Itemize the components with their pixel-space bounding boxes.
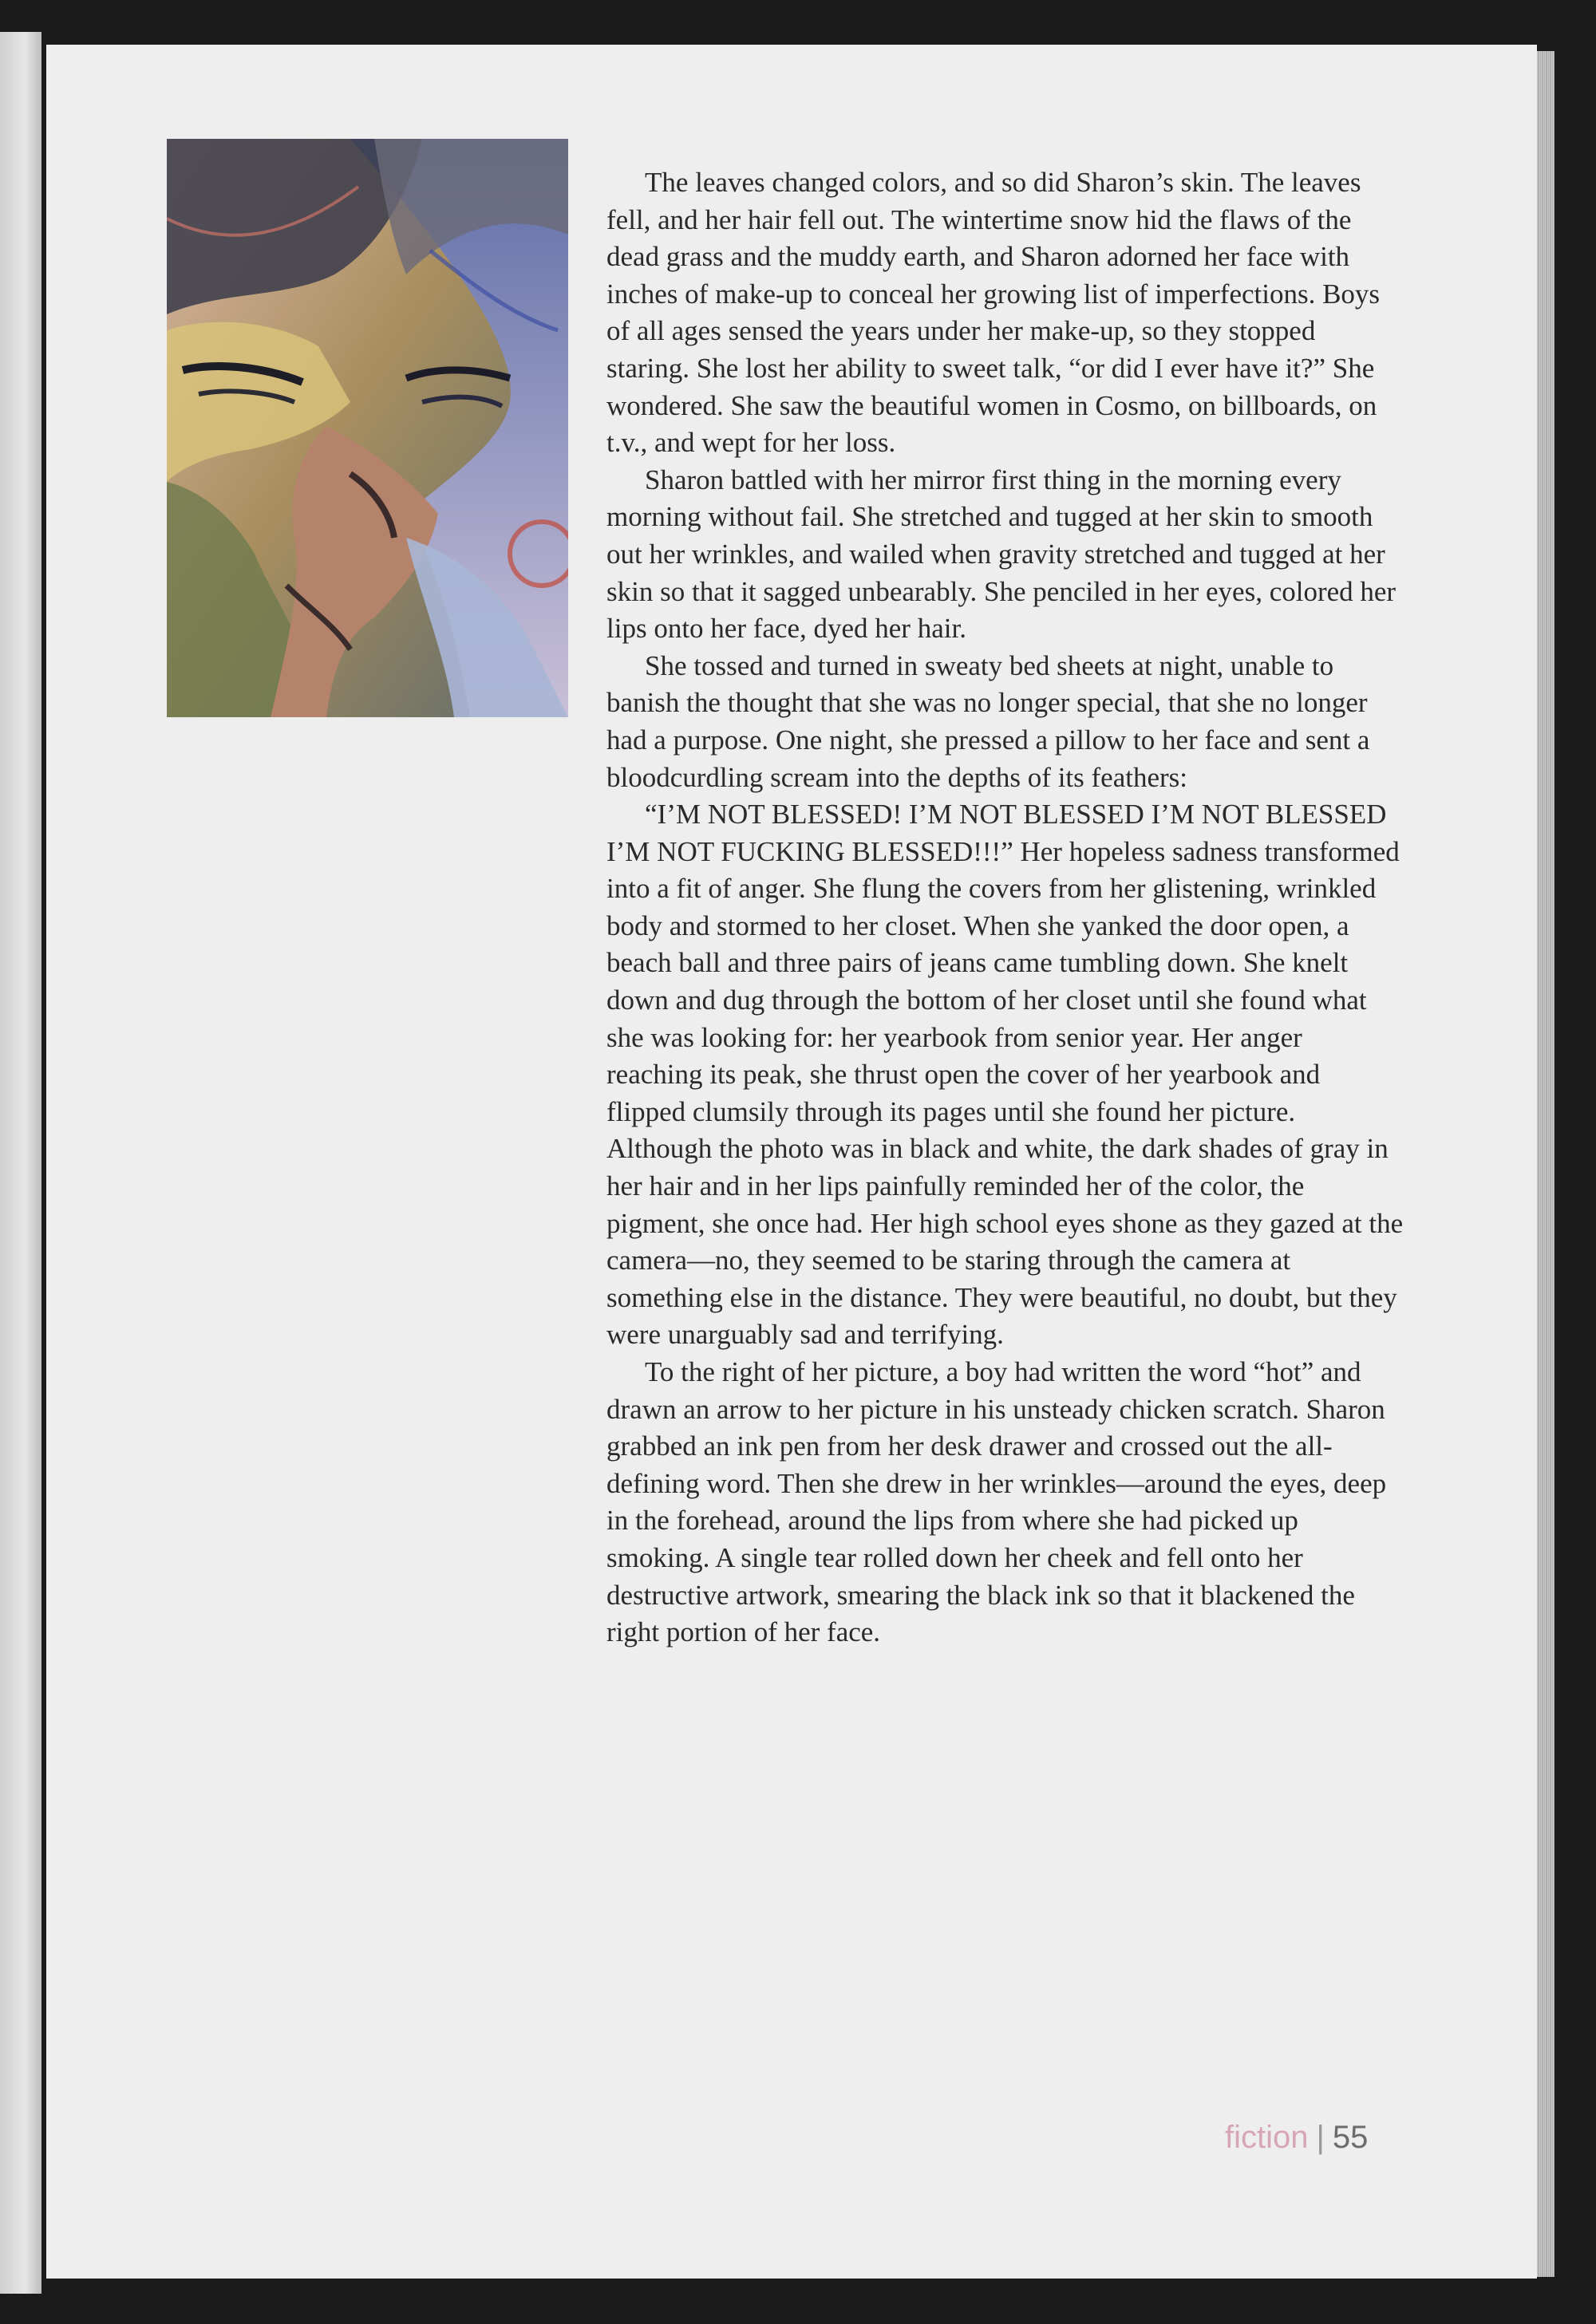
story-paragraph: “I’M NOT BLESSED! I’M NOT BLESSED I’M NOT BLESSED I’M NOT FUCKING BLESSED!!!” Her hopeless sadness transformed into a fit of anger. She flung the covers from her glistening, wrinkled body and stormed to her closet. When she yanked the door open, a beach ball and three pairs of jeans came tumbling down. She knelt down and dug through the bottom of her closet until she found what she was looking for: her yearbook from senior year. Her anger reaching its peak, she thrust open the cover of her yearbook and flipped clumsily through its pages until she found her picture. Although the photo was in black and white, the dark shades of gray in her hair and in her lips painfully reminded her of the color, the pigment, she once had. Her high school eyes shone as they gazed at the camera—no, they seemed to be staring through the camera at something else in the distance. They were beautiful, no doubt, but they were unarguably sad and terrifying. (606, 799, 1404, 1351)
pastel-portrait-illustration (167, 139, 568, 717)
previous-page-edge (0, 32, 41, 2294)
section-label: fiction (1225, 2120, 1309, 2155)
footer-separator: | (1316, 2120, 1325, 2155)
page-footer (1225, 2117, 1368, 2157)
portrait-artwork (167, 139, 568, 717)
page-number: 55 (1332, 2120, 1369, 2155)
story-paragraph: The leaves changed colors, and so did Sharon’s skin. The leaves fell, and her hair fell out. The wintertime snow hid the flaws of the dead grass and the muddy earth, and Sharon adorned her face with inches of make-up to conceal her growing list of imperfections. Boys of all ages sensed the years under her make-up, so they stopped staring. She lost her ability to sweet talk, “or did I ever have it?” She wondered. She saw the beautiful women in Cosmo, on billboards, on t.v., and wept for her loss. (606, 167, 1381, 459)
story-paragraph: She tossed and turned in sweaty bed sheets at night, unable to banish the thought that she was no longer special, that she no longer had a purpose. One night, she pressed a pillow to her face and sent a bloodcurdling scream into the depths of its feathers: (606, 649, 1370, 793)
story-paragraph: Sharon battled with her mirror first thing in the morning every morning without fail. She stretched and tugged at her skin to smooth out her wrinkles, and wailed when gravity stretched and tugged at her skin so that it sagged unbearably. She penciled in her eyes, colored her lips onto her face, dyed her hair. (606, 464, 1396, 645)
story-paragraph: To the right of her picture, a boy had written the word “hot” and drawn an arrow to her picture in his unsteady chicken scratch. Sharon grabbed an ink pen from her desk drawer and crossed out the all-defining word. Then she drew in her wrinkles—around the eyes, deep in the forehead, around the lips from where she had picked up smoking. A single tear rolled down her cheek and fell onto her destructive artwork, smearing the black ink so that it blackened the right portion of her face. (606, 1356, 1387, 1648)
story-text (606, 164, 1404, 1651)
